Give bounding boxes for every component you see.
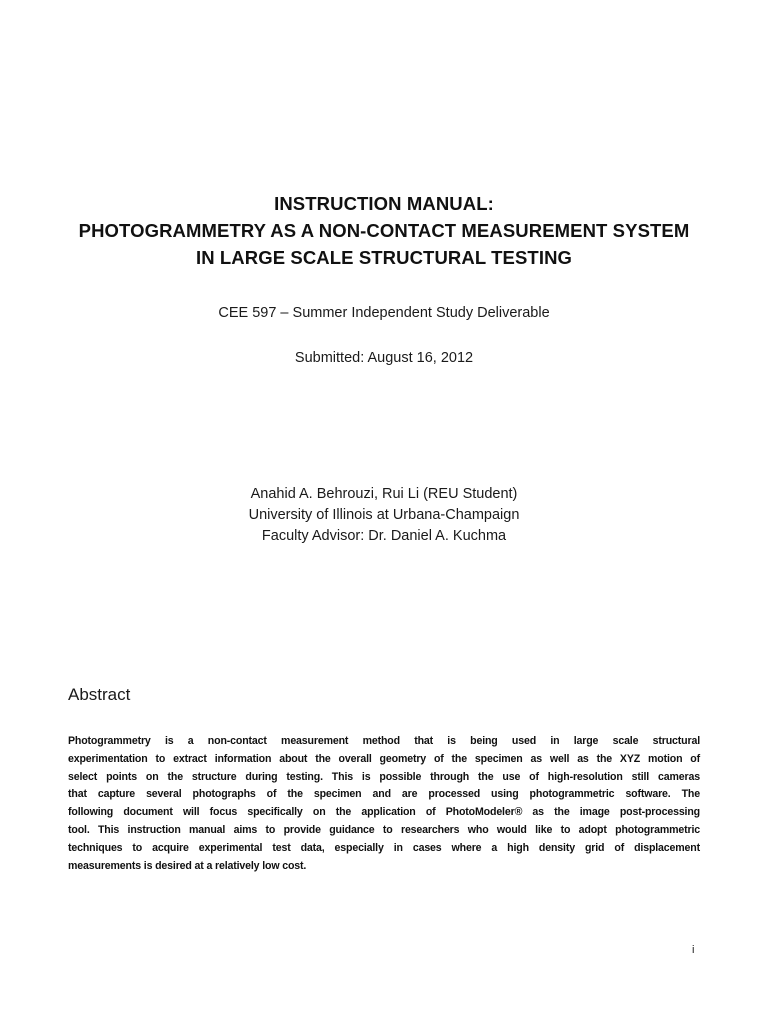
abstract-line: following document will focus specifically on the application of PhotoModeler® as the image post-processing xyxy=(68,806,700,819)
abstract-line: select points on the structure during testing. This is possible through the use of high-resolution still cameras xyxy=(68,770,700,783)
author-block xyxy=(40,484,728,547)
abstract-heading: Abstract xyxy=(68,685,131,704)
title-line-3: IN LARGE SCALE STRUCTURAL TESTING xyxy=(195,247,573,268)
course-subtitle: CEE 597 – Summer Independent Study Deliverable xyxy=(218,305,550,321)
author-names: Anahid A. Behrouzi, Rui Li (REU Student) xyxy=(250,486,518,502)
abstract-line: Photogrammetry is a non-contact measurement method that is being used in large scale structural xyxy=(68,735,700,747)
abstract-line: experimentation to extract information about the overall geometry of the specimen as well as the XYZ motion of xyxy=(68,752,700,765)
abstract-line: measurements is desired at a relatively low cost. xyxy=(68,859,307,872)
abstract-body xyxy=(68,733,700,875)
abstract-line: that capture several photographs of the specimen and are processed using photogrammetric software. The xyxy=(68,788,700,801)
title-line-2: PHOTOGRAMMETRY AS A NON-CONTACT MEASUREMENT SYSTEM xyxy=(78,220,690,241)
document-title xyxy=(40,190,728,271)
title-line-1: INSTRUCTION MANUAL: xyxy=(274,193,494,214)
submission-date: Submitted: August 16, 2012 xyxy=(294,350,474,366)
faculty-advisor: Faculty Advisor: Dr. Daniel A. Kuchma xyxy=(261,528,507,544)
abstract-line: techniques to acquire experimental test data, especially in cases where a high density grid of displacement xyxy=(68,841,700,854)
author-affiliation: University of Illinois at Urbana-Champaign xyxy=(248,507,520,523)
page-number: i xyxy=(692,944,695,956)
abstract-line: tool. This instruction manual aims to provide guidance to researchers who would like to adopt photogrammetric xyxy=(68,823,700,836)
